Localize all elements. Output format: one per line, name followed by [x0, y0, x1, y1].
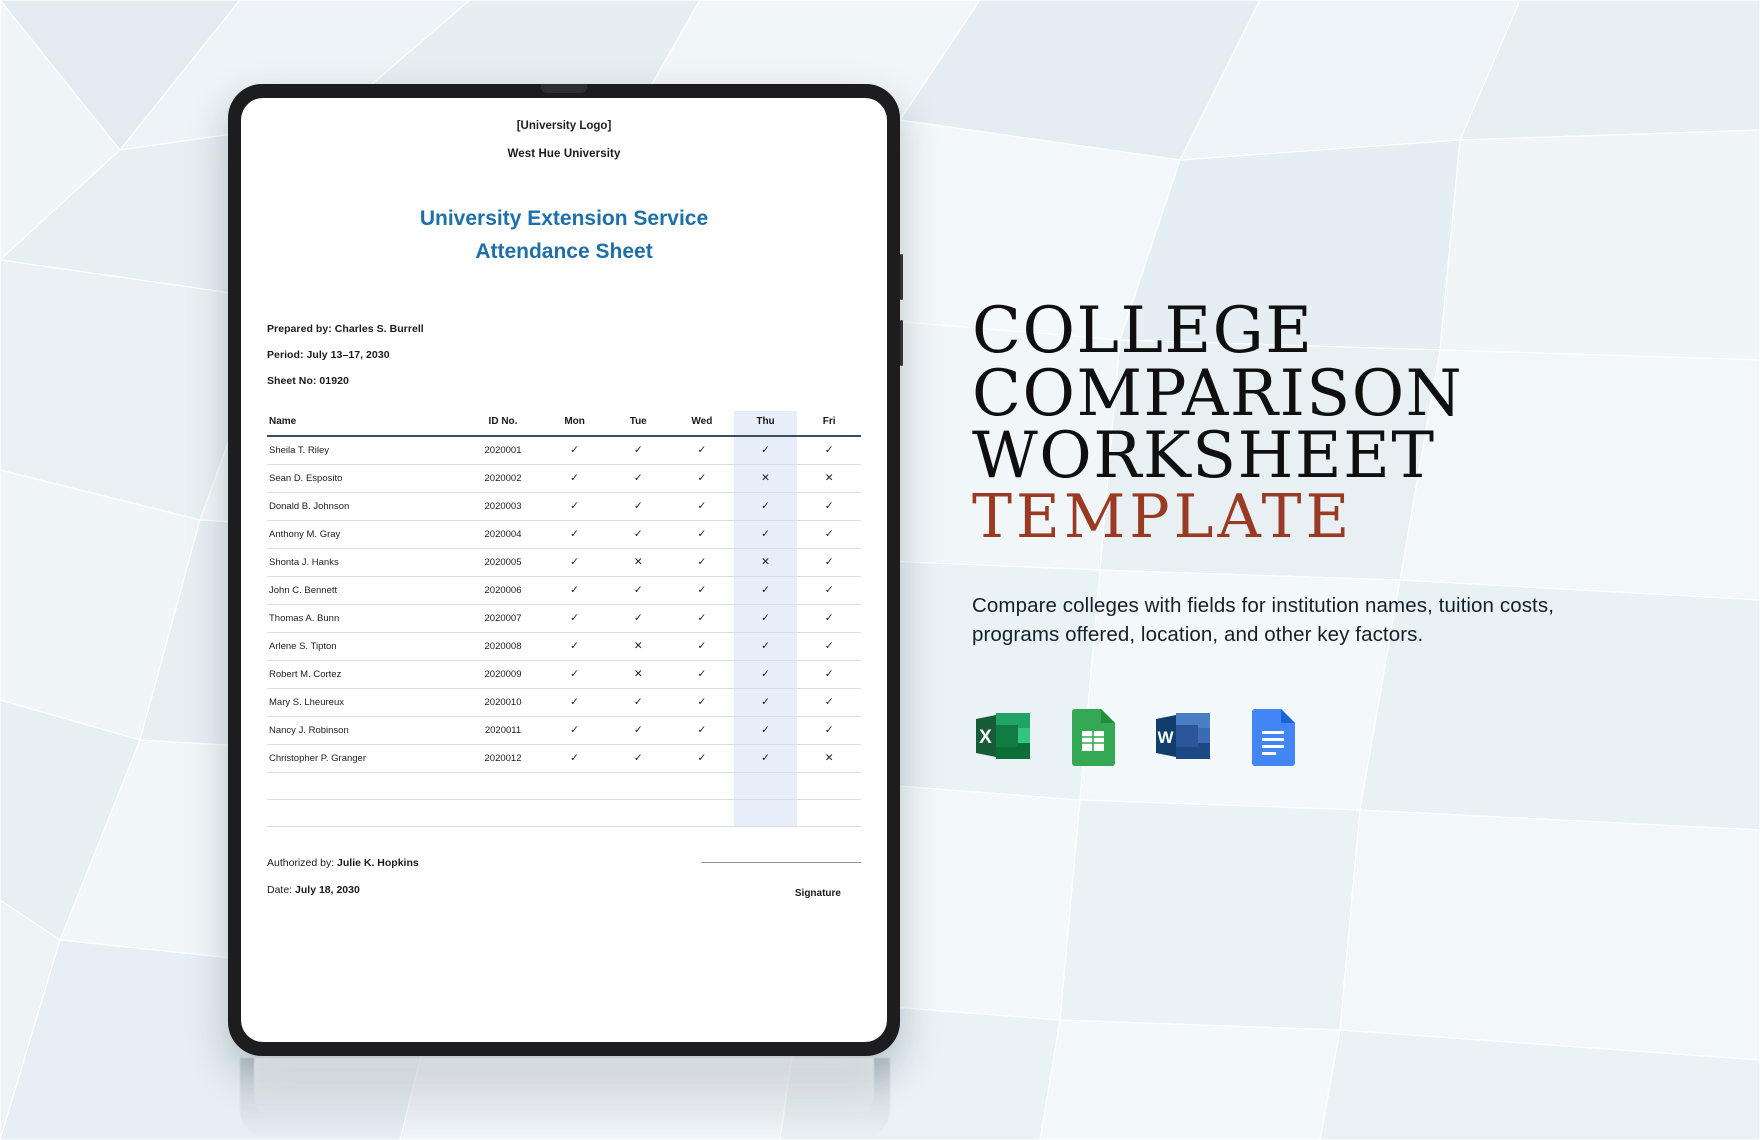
column-header-tue: Tue — [606, 411, 670, 436]
cell-student-id: 2020004 — [463, 520, 543, 548]
cell-empty — [463, 772, 543, 799]
cell-student-name: Sean D. Esposito — [267, 464, 463, 492]
attendance-sheet-document — [241, 98, 887, 1042]
cell-attendance-mark: ✓ — [797, 632, 861, 660]
svg-text:X: X — [979, 727, 992, 749]
cell-attendance-mark: ✓ — [543, 744, 607, 772]
cell-empty — [734, 772, 798, 799]
cell-attendance-mark: ✓ — [670, 492, 734, 520]
cell-attendance-mark: ✓ — [606, 436, 670, 465]
date-value: July 18, 2030 — [295, 883, 360, 896]
footer-date — [267, 884, 861, 896]
cell-attendance-mark: ✓ — [670, 464, 734, 492]
cell-attendance-mark: ✓ — [606, 520, 670, 548]
cell-attendance-mark: ✓ — [734, 520, 798, 548]
cell-attendance-mark: ✓ — [797, 716, 861, 744]
cell-attendance-mark: ✓ — [543, 660, 607, 688]
cell-attendance-mark: ✓ — [606, 744, 670, 772]
table-row — [267, 520, 861, 548]
date-label: Date: — [267, 883, 293, 896]
university-logo-placeholder: [University Logo] — [516, 120, 612, 132]
attendance-table — [267, 411, 861, 827]
meta-sheet-no: Sheet No: 01920 — [267, 374, 349, 387]
cell-attendance-mark: ✓ — [543, 436, 607, 465]
document-title-line-2: Attendance Sheet — [475, 239, 653, 263]
headline-line-2: COMPARISON — [972, 356, 1464, 431]
cell-empty — [267, 799, 463, 826]
cell-attendance-mark: ✓ — [606, 688, 670, 716]
cell-attendance-mark: ✓ — [797, 548, 861, 576]
cell-attendance-mark: ✓ — [543, 464, 607, 492]
signature-label: Signature — [794, 887, 841, 899]
footer-authorized-by — [267, 857, 861, 869]
cell-attendance-mark: ✓ — [670, 576, 734, 604]
cell-attendance-mark: ✓ — [606, 464, 670, 492]
google-docs-icon[interactable] — [1242, 705, 1304, 767]
cell-attendance-mark: ✓ — [734, 436, 798, 465]
cell-attendance-mark: ✓ — [543, 632, 607, 660]
excel-icon[interactable] — [972, 705, 1034, 767]
cell-attendance-mark: ✓ — [606, 716, 670, 744]
cell-student-id: 2020010 — [463, 688, 543, 716]
cell-attendance-mark: ✓ — [670, 632, 734, 660]
column-header-wed: Wed — [670, 411, 734, 436]
cell-attendance-mark: ✓ — [734, 660, 798, 688]
table-row — [267, 464, 861, 492]
column-header-thu: Thu — [734, 411, 798, 436]
cell-student-name: Robert M. Cortez — [267, 660, 463, 688]
cell-student-id: 2020011 — [463, 716, 543, 744]
cell-attendance-mark: ✓ — [797, 436, 861, 465]
cell-attendance-mark: ✕ — [606, 632, 670, 660]
document-footer — [267, 856, 861, 899]
tablet-camera-notch — [541, 84, 587, 93]
cell-attendance-mark: ✓ — [670, 688, 734, 716]
cell-attendance-mark: ✓ — [797, 520, 861, 548]
cell-student-id: 2020001 — [463, 436, 543, 465]
document-meta-block — [267, 323, 861, 387]
svg-text:W: W — [1157, 728, 1174, 748]
table-row — [267, 492, 861, 520]
promo-headline — [972, 294, 1632, 553]
table-row — [267, 632, 861, 660]
cell-attendance-mark: ✕ — [606, 660, 670, 688]
cell-student-name: Nancy J. Robinson — [267, 716, 463, 744]
cell-attendance-mark: ✓ — [606, 576, 670, 604]
column-header-fri: Fri — [797, 411, 861, 436]
cell-empty — [670, 772, 734, 799]
cell-student-id: 2020005 — [463, 548, 543, 576]
cell-empty — [797, 799, 861, 826]
word-icon[interactable] — [1152, 705, 1214, 767]
document-header — [267, 120, 861, 160]
promo-description: Compare colleges with fields for institution names, tuition costs, programs offered, location, and other key factors. — [972, 593, 1555, 647]
cell-attendance-mark: ✓ — [543, 548, 607, 576]
cell-student-id: 2020006 — [463, 576, 543, 604]
column-header-name: Name — [267, 411, 463, 436]
cell-empty — [606, 772, 670, 799]
cell-attendance-mark: ✕ — [606, 548, 670, 576]
cell-empty — [797, 772, 861, 799]
cell-attendance-mark: ✓ — [670, 660, 734, 688]
cell-attendance-mark: ✓ — [543, 716, 607, 744]
cell-attendance-mark: ✓ — [797, 688, 861, 716]
attendance-table-header — [267, 411, 861, 436]
headline-line-3: WORKSHEET — [972, 419, 1436, 494]
file-format-icons — [972, 705, 1632, 767]
cell-attendance-mark: ✓ — [797, 576, 861, 604]
cell-student-name: Sheila T. Riley — [267, 436, 463, 465]
cell-student-id: 2020007 — [463, 604, 543, 632]
table-row-blank — [267, 772, 861, 799]
cell-student-id: 2020003 — [463, 492, 543, 520]
cell-attendance-mark: ✓ — [734, 632, 798, 660]
tablet-device-mockup — [228, 84, 900, 1056]
table-row — [267, 716, 861, 744]
cell-empty — [267, 772, 463, 799]
cell-empty — [543, 799, 607, 826]
cell-empty — [734, 799, 798, 826]
cell-student-name: Anthony M. Gray — [267, 520, 463, 548]
tablet-reflection — [240, 1058, 890, 1138]
cell-attendance-mark: ✓ — [543, 576, 607, 604]
cell-student-id: 2020009 — [463, 660, 543, 688]
tablet-side-button-lower[interactable] — [900, 320, 903, 366]
cell-attendance-mark: ✓ — [543, 520, 607, 548]
cell-empty — [606, 799, 670, 826]
table-row — [267, 744, 861, 772]
table-header-row — [267, 411, 861, 436]
table-row — [267, 604, 861, 632]
cell-student-name: Donald B. Johnson — [267, 492, 463, 520]
table-row — [267, 548, 861, 576]
cell-student-name: John C. Bennett — [267, 576, 463, 604]
cell-attendance-mark: ✓ — [670, 716, 734, 744]
table-row — [267, 576, 861, 604]
university-name: West Hue University — [507, 148, 621, 160]
cell-empty — [670, 799, 734, 826]
cell-attendance-mark: ✓ — [734, 604, 798, 632]
cell-student-name: Christopher P. Granger — [267, 744, 463, 772]
google-sheets-icon[interactable] — [1062, 705, 1124, 767]
cell-attendance-mark: ✓ — [734, 688, 798, 716]
cell-student-name: Arlene S. Tipton — [267, 632, 463, 660]
cell-attendance-mark: ✓ — [543, 688, 607, 716]
cell-student-id: 2020002 — [463, 464, 543, 492]
cell-attendance-mark: ✕ — [734, 464, 798, 492]
cell-student-name: Shonta J. Hanks — [267, 548, 463, 576]
cell-empty — [463, 799, 543, 826]
cell-attendance-mark: ✓ — [670, 548, 734, 576]
cell-attendance-mark: ✓ — [670, 436, 734, 465]
attendance-table-body — [267, 436, 861, 827]
cell-attendance-mark: ✓ — [734, 744, 798, 772]
document-title-line-1: University Extension Service — [419, 207, 709, 230]
cell-attendance-mark: ✓ — [734, 716, 798, 744]
cell-student-name: Thomas A. Bunn — [267, 604, 463, 632]
meta-prepared-by: Prepared by: Charles S. Burrell — [267, 322, 424, 335]
signature-line — [701, 862, 861, 863]
cell-attendance-mark: ✓ — [734, 576, 798, 604]
cell-attendance-mark: ✓ — [543, 492, 607, 520]
cell-student-name: Mary S. Lheureux — [267, 688, 463, 716]
cell-empty — [543, 772, 607, 799]
headline-line-1: COLLEGE — [972, 294, 1314, 368]
cell-attendance-mark: ✓ — [543, 604, 607, 632]
promo-panel — [972, 294, 1632, 767]
cell-attendance-mark: ✕ — [797, 744, 861, 772]
authorized-by-name: Julie K. Hopkins — [337, 856, 419, 869]
cell-attendance-mark: ✕ — [797, 464, 861, 492]
cell-attendance-mark: ✓ — [670, 744, 734, 772]
column-header-id: ID No. — [463, 411, 543, 436]
cell-student-id: 2020008 — [463, 632, 543, 660]
table-row-blank — [267, 799, 861, 826]
table-row — [267, 660, 861, 688]
table-row — [267, 688, 861, 716]
cell-attendance-mark: ✓ — [797, 660, 861, 688]
cell-attendance-mark: ✕ — [734, 548, 798, 576]
tablet-screen — [241, 98, 887, 1042]
headline-template-word: TEMPLATE — [972, 482, 1354, 553]
column-header-mon: Mon — [543, 411, 607, 436]
cell-attendance-mark: ✓ — [670, 604, 734, 632]
cell-attendance-mark: ✓ — [797, 492, 861, 520]
authorized-by-label: Authorized by: — [267, 856, 335, 869]
cell-attendance-mark: ✓ — [606, 604, 670, 632]
cell-attendance-mark: ✓ — [606, 492, 670, 520]
cell-attendance-mark: ✓ — [670, 520, 734, 548]
cell-attendance-mark: ✓ — [797, 604, 861, 632]
tablet-side-button-upper[interactable] — [900, 254, 903, 300]
cell-attendance-mark: ✓ — [734, 492, 798, 520]
meta-period: Period: July 13–17, 2030 — [267, 348, 390, 361]
cell-student-id: 2020012 — [463, 744, 543, 772]
table-row — [267, 436, 861, 465]
document-title — [267, 203, 861, 269]
